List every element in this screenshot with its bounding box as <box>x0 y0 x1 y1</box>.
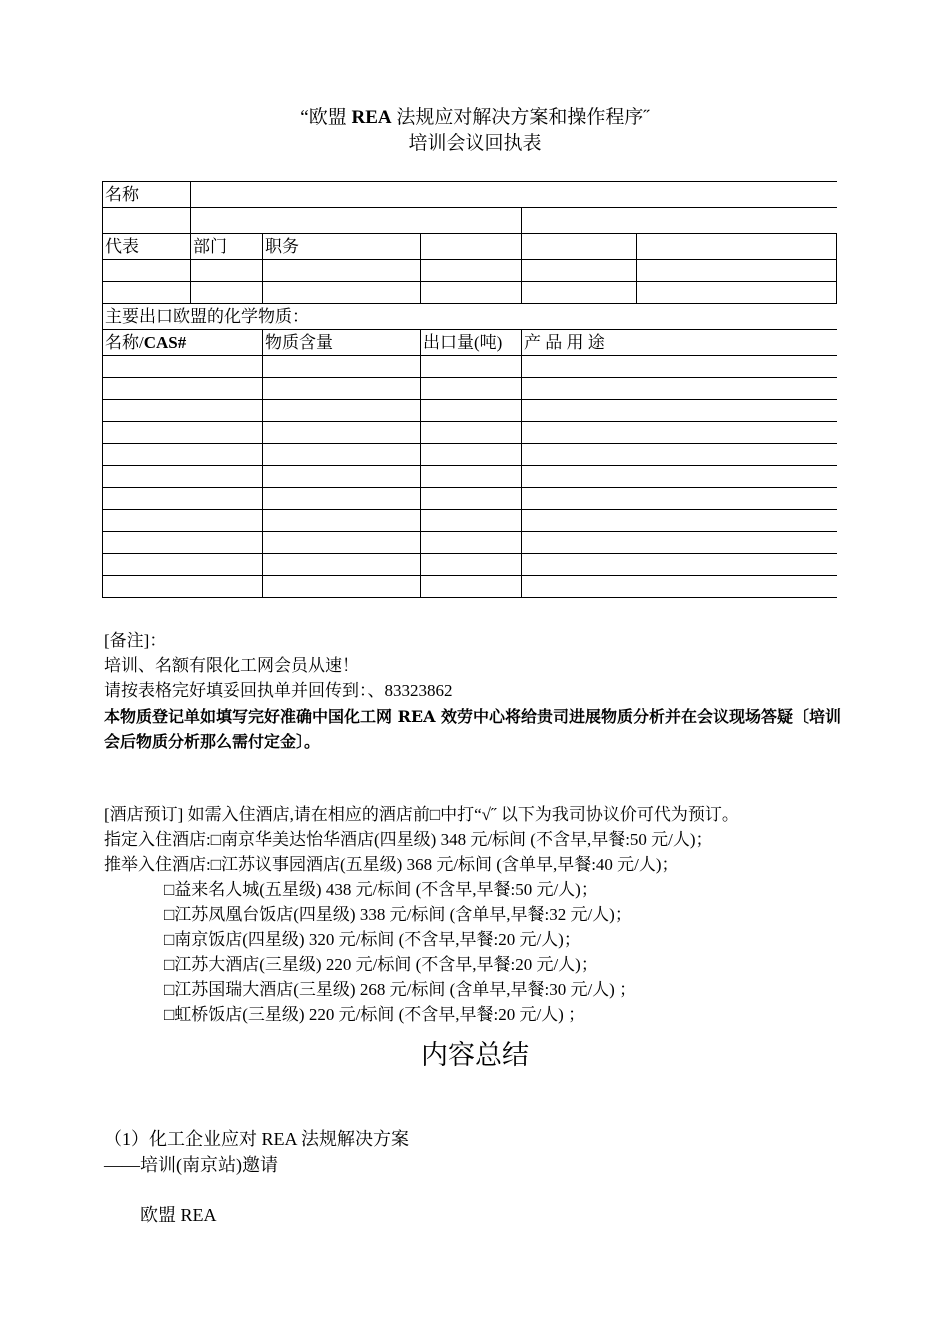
table-row <box>103 444 837 466</box>
title-prefix: “欧盟 <box>300 107 352 128</box>
form-cell[interactable] <box>421 260 522 282</box>
form-cell[interactable] <box>637 260 837 282</box>
hotel-option[interactable]: □江苏大酒店(三星级) 220 元/标间 (不含早,早餐:20 元/人)； <box>164 955 598 974</box>
table-row <box>103 554 837 576</box>
table-row <box>103 378 837 400</box>
company-name-field[interactable] <box>191 182 837 208</box>
hotel-designated[interactable]: 指定入住酒店:□南京华美达怡华酒店(四星级) 348 元/标间 (不含早,早餐:50 元/人)； <box>104 830 713 849</box>
col-product-use: 产 品 用 途 <box>522 330 837 356</box>
department-label: 部门 <box>191 234 263 260</box>
form-cell[interactable] <box>637 282 837 304</box>
form-cell[interactable] <box>191 260 263 282</box>
name-label: 名称 <box>103 182 191 208</box>
representative-label: 代表 <box>103 234 191 260</box>
form-cell[interactable] <box>191 282 263 304</box>
notes-line-1: 培训、名额有限化工网会员从速！ <box>104 656 359 675</box>
hotel-recommended[interactable]: 推举入住酒店:□江苏议事园酒店(五星级) 368 元/标间 (含单早,早餐:40 元/人)； <box>104 855 679 874</box>
form-cell[interactable] <box>191 208 522 234</box>
notes-header: [备注]： <box>104 631 167 650</box>
registration-form-table <box>102 181 837 598</box>
hotel-option[interactable]: □虹桥饭店(三星级) 220 元/标间 (不含早,早餐:20 元/人) ； <box>164 1005 586 1024</box>
form-cell[interactable] <box>263 260 421 282</box>
hotel-intro: [酒店预订] 如需入住酒店,请在相应的酒店前□中打“√˝ 以下为我司协议价可代为预订。 <box>104 805 739 824</box>
hotel-option[interactable]: □江苏国瑞大酒店(三星级) 268 元/标间 (含单早,早餐:30 元/人) ； <box>164 980 637 999</box>
summary-line-3: 欧盟 REA <box>140 1205 217 1225</box>
form-cell[interactable] <box>103 260 191 282</box>
form-cell[interactable] <box>522 208 837 234</box>
notes-bold-paragraph: 本物质登记单如填写完好准确中国化工网 REA 效劳中心将给贵司进展物质分析并在会议现场答疑〔培训会后物质分析那么需付定金〕。 <box>104 707 842 751</box>
table-row <box>103 466 837 488</box>
title-rea: REA <box>351 107 392 128</box>
hotel-option[interactable]: □益来名人城(五星级) 438 元/标间 (不含早,早餐:50 元/人)； <box>164 880 598 899</box>
table-row <box>103 532 837 554</box>
table-row <box>103 488 837 510</box>
form-cell[interactable] <box>421 234 522 260</box>
table-row <box>103 356 837 378</box>
hotel-option[interactable]: □江苏凤凰台饭店(四星级) 338 元/标间 (含单早,早餐:32 元/人)； <box>164 905 632 924</box>
summary-line-1: （1）化工企业应对 REA 法规解决方案 <box>104 1129 410 1149</box>
hotel-option[interactable]: □南京饭店(四星级) 320 元/标间 (不含早,早餐:20 元/人)； <box>164 930 581 949</box>
table-row <box>103 576 837 598</box>
form-cell[interactable] <box>637 234 837 260</box>
table-row <box>103 510 837 532</box>
form-cell[interactable] <box>263 282 421 304</box>
position-label: 职务 <box>263 234 421 260</box>
document-title <box>0 105 950 131</box>
document-subtitle: 培训会议回执表 <box>408 133 542 154</box>
form-cell[interactable] <box>103 208 191 234</box>
table-row <box>103 422 837 444</box>
title-rest: 法规应对解决方案和操作程序˝ <box>391 107 650 128</box>
summary-heading: 内容总结 <box>421 1040 529 1070</box>
chemicals-label: 主要出口欧盟的化学物质： <box>103 304 837 330</box>
summary-line-2: ——培训(南京站)邀请 <box>104 1155 278 1175</box>
col-content: 物质含量 <box>263 330 421 356</box>
form-cell[interactable] <box>522 260 637 282</box>
form-cell[interactable] <box>103 282 191 304</box>
col-export-volume: 出口量(吨) <box>421 330 522 356</box>
notes-line-2: 请按表格完好填妥回执单并回传到：、83323862 <box>104 681 453 700</box>
col-name-cas: 名称/CAS# <box>103 330 263 356</box>
form-cell[interactable] <box>522 234 637 260</box>
table-row <box>103 400 837 422</box>
form-cell[interactable] <box>522 282 637 304</box>
form-cell[interactable] <box>421 282 522 304</box>
